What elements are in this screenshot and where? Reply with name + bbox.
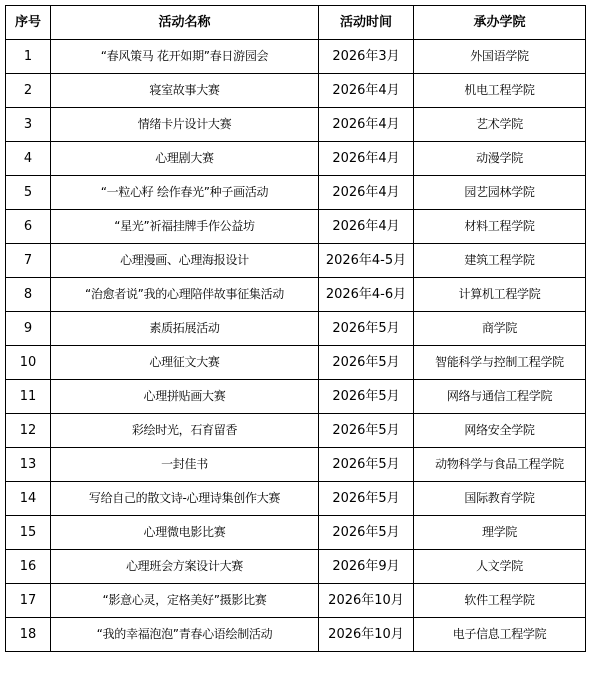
cell-host-college: 软件工程学院 bbox=[414, 584, 586, 618]
cell-index: 10 bbox=[6, 346, 51, 380]
table-row bbox=[6, 346, 586, 380]
cell-activity-time: 2026年4月 bbox=[319, 210, 414, 244]
cell-activity-time: 2026年4月 bbox=[319, 74, 414, 108]
cell-index: 15 bbox=[6, 516, 51, 550]
cell-host-college: 电子信息工程学院 bbox=[414, 618, 586, 652]
cell-index: 14 bbox=[6, 482, 51, 516]
cell-activity-name: 心理微电影比赛 bbox=[51, 516, 319, 550]
table-row bbox=[6, 618, 586, 652]
table-row bbox=[6, 516, 586, 550]
cell-index: 7 bbox=[6, 244, 51, 278]
cell-activity-name: “治愈者说”我的心理陪伴故事征集活动 bbox=[51, 278, 319, 312]
header-activity-time: 活动时间 bbox=[319, 6, 414, 40]
cell-activity-time: 2026年5月 bbox=[319, 516, 414, 550]
cell-activity-time: 2026年5月 bbox=[319, 346, 414, 380]
cell-index: 1 bbox=[6, 40, 51, 74]
cell-activity-time: 2026年9月 bbox=[319, 550, 414, 584]
table-row bbox=[6, 550, 586, 584]
cell-activity-time: 2026年10月 bbox=[319, 618, 414, 652]
cell-host-college: 园艺园林学院 bbox=[414, 176, 586, 210]
table-body bbox=[6, 40, 586, 652]
cell-activity-time: 2026年5月 bbox=[319, 312, 414, 346]
cell-activity-time: 2026年5月 bbox=[319, 482, 414, 516]
cell-index: 8 bbox=[6, 278, 51, 312]
cell-host-college: 动漫学院 bbox=[414, 142, 586, 176]
cell-activity-name: 一封佳书 bbox=[51, 448, 319, 482]
cell-activity-name: “我的幸福泡泡”青春心语绘制活动 bbox=[51, 618, 319, 652]
table-row bbox=[6, 312, 586, 346]
cell-activity-time: 2026年4月 bbox=[319, 142, 414, 176]
cell-host-college: 网络与通信工程学院 bbox=[414, 380, 586, 414]
header-row bbox=[6, 6, 586, 40]
activity-schedule-sheet bbox=[5, 5, 586, 652]
cell-host-college: 智能科学与控制工程学院 bbox=[414, 346, 586, 380]
cell-host-college: 材料工程学院 bbox=[414, 210, 586, 244]
table-row bbox=[6, 448, 586, 482]
cell-index: 17 bbox=[6, 584, 51, 618]
cell-index: 16 bbox=[6, 550, 51, 584]
cell-activity-name: 彩绘时光，石育留香 bbox=[51, 414, 319, 448]
cell-activity-time: 2026年4-6月 bbox=[319, 278, 414, 312]
header-host-college: 承办学院 bbox=[414, 6, 586, 40]
cell-activity-name: 寝室故事大赛 bbox=[51, 74, 319, 108]
cell-host-college: 网络安全学院 bbox=[414, 414, 586, 448]
cell-index: 2 bbox=[6, 74, 51, 108]
table-row bbox=[6, 210, 586, 244]
cell-activity-name: 心理拼贴画大赛 bbox=[51, 380, 319, 414]
cell-activity-time: 2026年10月 bbox=[319, 584, 414, 618]
cell-activity-time: 2026年4月 bbox=[319, 176, 414, 210]
table-row bbox=[6, 278, 586, 312]
cell-activity-name: 情绪卡片设计大赛 bbox=[51, 108, 319, 142]
cell-index: 13 bbox=[6, 448, 51, 482]
cell-activity-name: 心理漫画、心理海报设计 bbox=[51, 244, 319, 278]
cell-activity-name: “影意心灵，定格美好”摄影比赛 bbox=[51, 584, 319, 618]
cell-index: 6 bbox=[6, 210, 51, 244]
cell-index: 9 bbox=[6, 312, 51, 346]
cell-activity-name: “星光”祈福挂牌手作公益坊 bbox=[51, 210, 319, 244]
table-row bbox=[6, 176, 586, 210]
cell-host-college: 理学院 bbox=[414, 516, 586, 550]
table-row bbox=[6, 108, 586, 142]
cell-host-college: 机电工程学院 bbox=[414, 74, 586, 108]
table-row bbox=[6, 142, 586, 176]
cell-activity-time: 2026年3月 bbox=[319, 40, 414, 74]
cell-host-college: 外国语学院 bbox=[414, 40, 586, 74]
header-index: 序号 bbox=[6, 6, 51, 40]
cell-activity-name: 心理征文大赛 bbox=[51, 346, 319, 380]
table-row bbox=[6, 380, 586, 414]
cell-index: 11 bbox=[6, 380, 51, 414]
cell-index: 5 bbox=[6, 176, 51, 210]
cell-host-college: 商学院 bbox=[414, 312, 586, 346]
cell-activity-time: 2026年5月 bbox=[319, 380, 414, 414]
table-row bbox=[6, 40, 586, 74]
cell-index: 3 bbox=[6, 108, 51, 142]
cell-index: 4 bbox=[6, 142, 51, 176]
table-row bbox=[6, 482, 586, 516]
table-row bbox=[6, 584, 586, 618]
cell-activity-name: 心理剧大赛 bbox=[51, 142, 319, 176]
activity-table bbox=[5, 5, 586, 652]
cell-host-college: 动物科学与食品工程学院 bbox=[414, 448, 586, 482]
cell-host-college: 人文学院 bbox=[414, 550, 586, 584]
cell-activity-name: “春风策马 花开如期”春日游园会 bbox=[51, 40, 319, 74]
cell-activity-name: “一粒心籽 绘作春光”种子画活动 bbox=[51, 176, 319, 210]
table-row bbox=[6, 74, 586, 108]
cell-index: 12 bbox=[6, 414, 51, 448]
cell-activity-time: 2026年5月 bbox=[319, 448, 414, 482]
table-header bbox=[6, 6, 586, 40]
cell-activity-time: 2026年5月 bbox=[319, 414, 414, 448]
cell-activity-name: 素质拓展活动 bbox=[51, 312, 319, 346]
cell-activity-time: 2026年4-5月 bbox=[319, 244, 414, 278]
cell-activity-name: 写给自己的散文诗-心理诗集创作大赛 bbox=[51, 482, 319, 516]
header-activity-name: 活动名称 bbox=[51, 6, 319, 40]
cell-activity-time: 2026年4月 bbox=[319, 108, 414, 142]
cell-host-college: 计算机工程学院 bbox=[414, 278, 586, 312]
cell-activity-name: 心理班会方案设计大赛 bbox=[51, 550, 319, 584]
cell-host-college: 国际教育学院 bbox=[414, 482, 586, 516]
cell-host-college: 建筑工程学院 bbox=[414, 244, 586, 278]
cell-index: 18 bbox=[6, 618, 51, 652]
table-row bbox=[6, 414, 586, 448]
table-row bbox=[6, 244, 586, 278]
cell-host-college: 艺术学院 bbox=[414, 108, 586, 142]
